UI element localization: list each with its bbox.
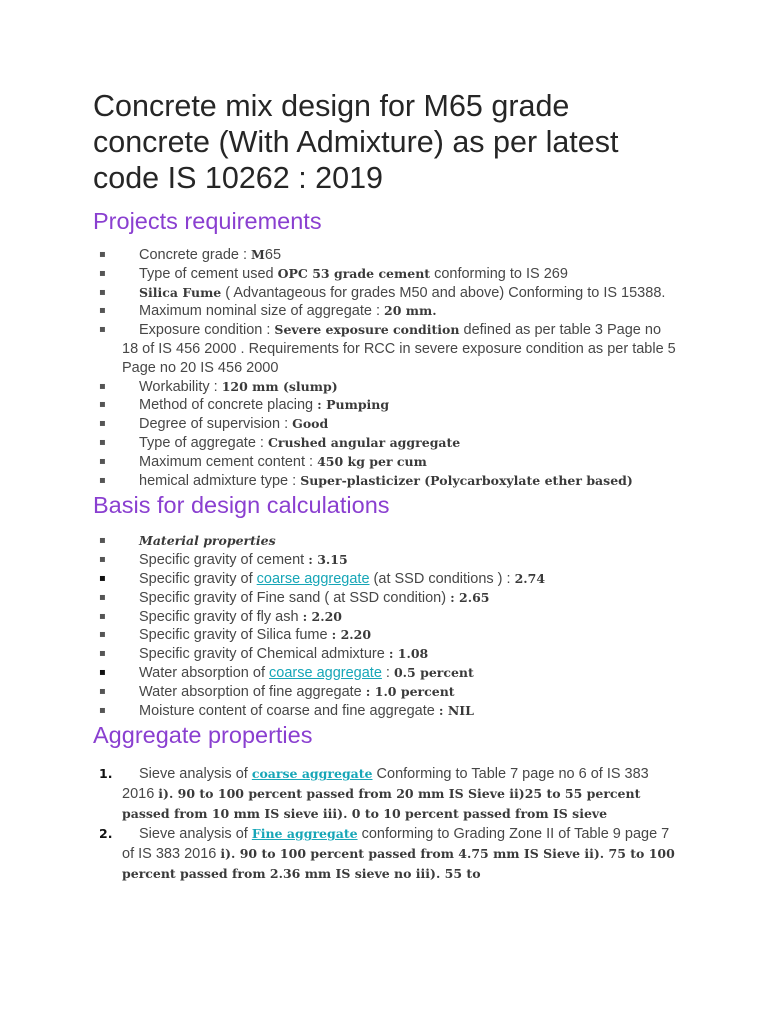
item-text: : <box>381 664 394 681</box>
aggregate-link[interactable]: coarse aggregate <box>251 766 373 782</box>
bullet-icon: ▪ <box>99 474 106 486</box>
item-text: (at SSD conditions ) : <box>369 570 515 587</box>
list-item <box>93 532 678 551</box>
item-label: Exposure condition : <box>139 322 275 339</box>
item-label: Specific gravity of Chemical admixture <box>139 646 389 663</box>
item-value: 120 mm (slump) <box>221 378 338 394</box>
item-label: Moisture content of coarse and fine aggregate <box>139 702 439 719</box>
list-item <box>93 321 678 377</box>
list-item <box>93 645 678 664</box>
list-item <box>93 415 678 434</box>
projects-heading: Projects requirements <box>93 208 322 234</box>
item-value: Silica Fume <box>139 284 222 300</box>
item-text: ( Advantageous for grades M50 and above) Conforming to IS 15388. <box>221 284 666 301</box>
bullet-icon: ▪ <box>99 305 106 317</box>
list-item <box>93 551 678 570</box>
page-title: Concrete mix design for M65 grade concrete (With Admixture) as per latest code IS 10262 : 2019 <box>93 89 619 195</box>
item-value: Super-plasticizer (Polycarboxylate ether based) <box>300 472 633 488</box>
list-item <box>93 302 678 321</box>
bullet-icon: ▪ <box>99 399 106 411</box>
item-value: 20 mm. <box>384 303 437 319</box>
bullet-icon: ▪ <box>99 267 106 279</box>
item-number: 1. <box>99 766 113 782</box>
item-label: Specific gravity of <box>139 570 257 587</box>
item-value: : 3.15 <box>308 552 348 568</box>
bullet-icon: ▪ <box>99 380 106 392</box>
item-label: Type of cement used <box>139 265 278 282</box>
item-value: OPC 53 grade cement <box>277 265 431 281</box>
item-label: Specific gravity of cement <box>139 552 309 569</box>
list-item <box>93 246 678 265</box>
bullet-icon: ▪ <box>99 535 106 547</box>
item-label: Concrete grade : <box>139 247 252 263</box>
bullet-icon: ▪ <box>99 455 106 467</box>
list-item <box>93 664 678 683</box>
item-value: 2.74 <box>514 570 546 586</box>
numbered-item <box>93 824 678 884</box>
bullet-icon: ▪ <box>99 286 106 298</box>
list-item <box>93 626 678 645</box>
item-label: Sieve analysis of <box>139 826 252 843</box>
item-label: Maximum nominal size of aggregate : <box>139 303 384 320</box>
bullet-icon: ▪ <box>99 554 106 566</box>
item-value: : 2.65 <box>450 589 490 605</box>
item-value: 450 kg per cum <box>317 453 427 469</box>
list-item <box>93 589 678 608</box>
item-value: 0.5 percent <box>393 664 474 680</box>
item-label: Maximum cement content : <box>139 453 318 470</box>
aggregate-heading: Aggregate properties <box>93 722 313 749</box>
aggregate-link[interactable]: Fine aggregate <box>251 826 358 842</box>
item-label: Specific gravity of Silica fume <box>139 627 332 644</box>
item-value: : 1.08 <box>388 646 429 662</box>
bullet-icon: ▪ <box>99 324 106 336</box>
projects-list <box>93 246 678 490</box>
numbered-item <box>93 764 678 824</box>
item-text: defined as per table 3 Page no 18 of IS 456 2000 . Requirements for RCC in severe exposure condition as per table 5 Page no 20 IS 456 2000 <box>122 322 676 376</box>
item-value: : 2.20 <box>302 608 343 624</box>
item-label: Method of concrete placing <box>139 397 318 414</box>
list-item <box>93 265 678 284</box>
bullet-icon: ▪ <box>99 249 106 260</box>
item-text: conforming to Grading Zone II of Table 9 page 7 of IS 383 2016 <box>122 826 670 863</box>
basis-heading: Basis for design calculations <box>93 492 390 519</box>
item-value: Severe exposure condition <box>274 322 460 338</box>
bullet-icon: ▪ <box>99 572 106 584</box>
item-text: conforming to IS 269 <box>430 265 568 282</box>
list-item <box>93 472 678 491</box>
item-value: i). 90 to 100 percent passed from 20 mm IS Sieve ii)25 to 55 percent passed from 10 mm IS sieve iii). 0 to 10 percent passed from IS sieve <box>122 786 641 822</box>
bullet-icon: ▪ <box>99 666 106 678</box>
bullet-icon: ▪ <box>99 610 106 622</box>
item-label: Specific gravity of Fine sand ( at SSD condition) <box>139 589 451 606</box>
item-label: Water absorption of <box>139 664 270 681</box>
item-label: Sieve analysis of <box>139 766 252 783</box>
item-value: : 2.20 <box>331 627 372 643</box>
bullet-icon: ▪ <box>99 704 106 716</box>
item-label: Degree of supervision : <box>139 416 293 433</box>
item-label: Type of aggregate : <box>139 434 268 451</box>
item-value: : NIL <box>438 702 474 718</box>
basis-list <box>93 532 678 720</box>
list-item <box>93 683 678 702</box>
list-item <box>93 396 678 415</box>
aggregate-list <box>93 764 678 884</box>
item-text: Conforming to Table 7 page no 6 of IS 383 2016 <box>122 766 649 803</box>
item-label: hemical admixture type : <box>139 472 301 489</box>
bullet-icon: ▪ <box>99 591 106 603</box>
item-number: 2. <box>99 826 113 842</box>
item-value: M <box>251 247 265 262</box>
item-value: Crushed angular aggregate <box>267 434 461 450</box>
coarse-aggregate-link[interactable]: coarse aggregate <box>256 570 370 587</box>
list-item <box>93 702 678 721</box>
coarse-aggregate-link[interactable]: coarse aggregate <box>269 664 382 681</box>
item-value: Good <box>292 416 329 432</box>
item-label: Specific gravity of fly ash <box>139 608 303 625</box>
list-item <box>93 434 678 453</box>
item-value: : Pumping <box>317 397 390 413</box>
list-item <box>93 608 678 627</box>
bullet-icon: ▪ <box>99 418 106 430</box>
list-item <box>93 284 678 303</box>
list-item <box>93 453 678 472</box>
item-value: Material properties <box>139 533 276 549</box>
bullet-icon: ▪ <box>99 436 106 448</box>
list-item <box>93 378 678 397</box>
item-label: Workability : <box>139 378 222 395</box>
list-item <box>93 570 678 589</box>
item-text: 65 <box>264 247 282 263</box>
bullet-icon: ▪ <box>99 685 106 697</box>
bullet-icon: ▪ <box>99 648 106 660</box>
bullet-icon: ▪ <box>99 629 106 641</box>
item-value: : 1.0 percent <box>365 683 455 699</box>
item-value: i). 90 to 100 percent passed from 4.75 mm IS Sieve ii). 75 to 100 percent passed from 2.36 mm IS sieve no iii). 55 to <box>122 846 675 882</box>
item-label: Water absorption of fine aggregate <box>139 683 366 700</box>
